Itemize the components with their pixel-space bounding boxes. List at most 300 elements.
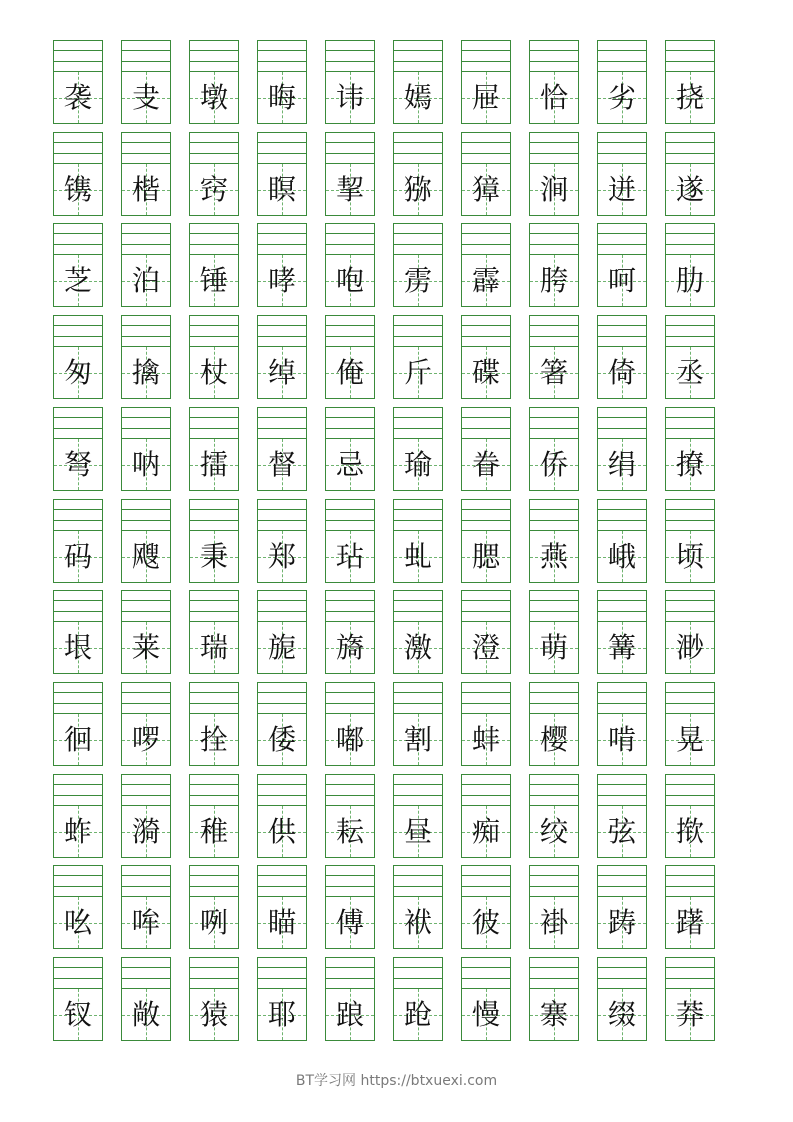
character-cell	[529, 774, 579, 858]
character-cell	[665, 682, 715, 766]
tianzige-box	[394, 72, 442, 123]
character-cell	[257, 774, 307, 858]
hanzi-character: 腮	[471, 539, 500, 573]
pinyin-lines	[462, 316, 510, 347]
character-cell	[461, 132, 511, 216]
pinyin-lines	[394, 41, 442, 72]
character-cell	[189, 315, 239, 399]
character-cell	[665, 40, 715, 124]
tianzige-box	[462, 531, 510, 582]
tianzige-box	[326, 806, 374, 857]
pinyin-lines	[598, 41, 646, 72]
pinyin-lines	[190, 958, 238, 989]
pinyin-lines	[258, 775, 306, 806]
hanzi-character: 慢	[471, 997, 500, 1031]
character-cell	[461, 774, 511, 858]
pinyin-lines	[666, 500, 714, 531]
hanzi-character: 肋	[675, 263, 704, 297]
hanzi-character: 呵	[607, 263, 636, 297]
character-cell	[121, 407, 171, 491]
character-cell	[189, 774, 239, 858]
character-cell	[189, 132, 239, 216]
hanzi-character: 顷	[675, 539, 704, 573]
hanzi-character: 讳	[335, 80, 364, 114]
character-cell	[257, 223, 307, 307]
hanzi-character: 袱	[403, 905, 432, 939]
hanzi-character: 敞	[131, 997, 160, 1031]
character-cell	[53, 132, 103, 216]
character-cell	[121, 499, 171, 583]
pinyin-lines	[258, 866, 306, 897]
character-cell	[461, 499, 511, 583]
pinyin-lines	[326, 41, 374, 72]
character-cell	[257, 132, 307, 216]
tianzige-box	[530, 347, 578, 398]
tianzige-box	[462, 897, 510, 948]
character-cell	[597, 132, 647, 216]
hanzi-character: 渺	[675, 630, 704, 664]
character-cell	[461, 315, 511, 399]
tianzige-box	[54, 164, 102, 215]
pinyin-lines	[54, 133, 102, 164]
pinyin-lines	[54, 591, 102, 622]
hanzi-character: 寨	[539, 997, 568, 1031]
hanzi-character: 吆	[63, 905, 92, 939]
tianzige-box	[122, 531, 170, 582]
character-cell	[529, 957, 579, 1041]
hanzi-character: 绢	[607, 447, 636, 481]
pinyin-lines	[54, 500, 102, 531]
pinyin-lines	[258, 408, 306, 439]
hanzi-character: 昼	[403, 814, 432, 848]
tianzige-box	[666, 347, 714, 398]
tianzige-box	[54, 714, 102, 765]
character-cell	[461, 590, 511, 674]
character-cell	[257, 499, 307, 583]
pinyin-lines	[54, 866, 102, 897]
tianzige-box	[462, 72, 510, 123]
hanzi-character: 篝	[607, 630, 636, 664]
character-cell	[325, 132, 375, 216]
hanzi-character: 侨	[539, 447, 568, 481]
tianzige-box	[190, 531, 238, 582]
pinyin-lines	[394, 133, 442, 164]
tianzige-box	[394, 622, 442, 673]
character-cell	[393, 865, 443, 949]
pinyin-lines	[326, 591, 374, 622]
tianzige-box	[394, 164, 442, 215]
pinyin-lines	[122, 683, 170, 714]
pinyin-lines	[190, 500, 238, 531]
hanzi-character: 镌	[63, 172, 92, 206]
tianzige-box	[598, 439, 646, 490]
character-cell	[325, 774, 375, 858]
pinyin-lines	[326, 866, 374, 897]
hanzi-character: 霹	[471, 263, 500, 297]
pinyin-lines	[122, 316, 170, 347]
pinyin-lines	[122, 133, 170, 164]
hanzi-character: 猿	[199, 997, 228, 1031]
hanzi-character: 啃	[607, 722, 636, 756]
character-cell	[189, 499, 239, 583]
character-cell	[53, 499, 103, 583]
hanzi-character: 袭	[63, 80, 92, 114]
pinyin-lines	[54, 683, 102, 714]
pinyin-lines	[530, 866, 578, 897]
tianzige-box	[54, 806, 102, 857]
character-cell	[325, 223, 375, 307]
footer-watermark: BT学习网 https://btxuexi.com	[295, 1073, 498, 1089]
pinyin-lines	[258, 500, 306, 531]
pinyin-lines	[666, 958, 714, 989]
hanzi-character: 供	[267, 814, 296, 848]
character-cell	[325, 40, 375, 124]
character-cell	[461, 682, 511, 766]
hanzi-character: 锤	[199, 263, 228, 297]
character-cell	[529, 682, 579, 766]
hanzi-character: 痴	[471, 814, 500, 848]
hanzi-character: 呐	[131, 447, 160, 481]
character-cell	[529, 223, 579, 307]
character-cell	[665, 590, 715, 674]
tianzige-box	[598, 622, 646, 673]
character-cell	[325, 407, 375, 491]
hanzi-character: 咆	[335, 263, 364, 297]
pinyin-lines	[462, 133, 510, 164]
tianzige-box	[462, 439, 510, 490]
character-cell	[53, 774, 103, 858]
character-cell	[393, 315, 443, 399]
tianzige-box	[190, 72, 238, 123]
tianzige-box	[122, 72, 170, 123]
character-cell	[665, 223, 715, 307]
pinyin-lines	[326, 958, 374, 989]
tianzige-box	[122, 347, 170, 398]
character-cell	[53, 865, 103, 949]
character-cell	[121, 315, 171, 399]
hanzi-character: 耶	[267, 997, 296, 1031]
tianzige-box	[598, 806, 646, 857]
pinyin-lines	[54, 224, 102, 255]
hanzi-character: 莱	[131, 630, 160, 664]
character-cell	[189, 957, 239, 1041]
tianzige-box	[190, 164, 238, 215]
tianzige-box	[598, 72, 646, 123]
pinyin-lines	[258, 133, 306, 164]
character-cell	[257, 590, 307, 674]
pinyin-lines	[258, 591, 306, 622]
tianzige-box	[54, 347, 102, 398]
hanzi-character: 缀	[607, 997, 636, 1031]
character-cell	[665, 499, 715, 583]
hanzi-character: 芝	[63, 263, 92, 297]
tianzige-box	[530, 164, 578, 215]
pinyin-lines	[258, 224, 306, 255]
tianzige-box	[326, 531, 374, 582]
character-cell	[665, 865, 715, 949]
character-cell	[121, 132, 171, 216]
tianzige-box	[462, 164, 510, 215]
character-practice-grid	[53, 40, 717, 1031]
tianzige-box	[54, 622, 102, 673]
tianzige-box	[666, 806, 714, 857]
pinyin-lines	[394, 683, 442, 714]
hanzi-character: 樱	[539, 722, 568, 756]
character-cell	[325, 865, 375, 949]
character-cell	[325, 499, 375, 583]
character-cell	[597, 774, 647, 858]
hanzi-character: 郑	[267, 539, 296, 573]
hanzi-character: 揿	[675, 814, 704, 848]
hanzi-character: 窍	[199, 172, 228, 206]
pinyin-lines	[462, 224, 510, 255]
character-cell	[121, 590, 171, 674]
pinyin-lines	[530, 133, 578, 164]
hanzi-character: 码	[63, 539, 92, 573]
character-cell	[189, 590, 239, 674]
tianzige-box	[462, 806, 510, 857]
pinyin-lines	[666, 591, 714, 622]
hanzi-character: 绰	[267, 355, 296, 389]
pinyin-lines	[190, 316, 238, 347]
pinyin-lines	[598, 866, 646, 897]
hanzi-character: 擂	[199, 447, 228, 481]
pinyin-lines	[462, 958, 510, 989]
pinyin-lines	[530, 958, 578, 989]
tianzige-box	[394, 897, 442, 948]
tianzige-box	[326, 897, 374, 948]
pinyin-lines	[530, 316, 578, 347]
hanzi-character: 擒	[131, 355, 160, 389]
hanzi-character: 跄	[403, 997, 432, 1031]
hanzi-character: 涧	[539, 172, 568, 206]
character-cell	[53, 315, 103, 399]
tianzige-box	[258, 989, 306, 1040]
tianzige-box	[258, 531, 306, 582]
hanzi-character: 楷	[131, 172, 160, 206]
pinyin-lines	[326, 224, 374, 255]
pinyin-lines	[598, 316, 646, 347]
pinyin-lines	[530, 408, 578, 439]
character-cell	[529, 865, 579, 949]
pinyin-lines	[122, 500, 170, 531]
tianzige-box	[326, 622, 374, 673]
character-cell	[597, 590, 647, 674]
character-cell	[665, 315, 715, 399]
pinyin-lines	[258, 958, 306, 989]
pinyin-lines	[666, 133, 714, 164]
pinyin-lines	[54, 958, 102, 989]
pinyin-lines	[666, 316, 714, 347]
hanzi-character: 燕	[539, 539, 568, 573]
hanzi-character: 叏	[131, 80, 160, 114]
pinyin-lines	[326, 316, 374, 347]
pinyin-lines	[666, 408, 714, 439]
hanzi-character: 哮	[267, 263, 296, 297]
tianzige-box	[190, 622, 238, 673]
character-cell	[529, 407, 579, 491]
hanzi-character: 蚱	[63, 814, 92, 848]
tianzige-box	[394, 714, 442, 765]
tianzige-box	[190, 347, 238, 398]
hanzi-character: 莽	[675, 997, 704, 1031]
tianzige-box	[598, 714, 646, 765]
tianzige-box	[190, 714, 238, 765]
hanzi-character: 蚌	[471, 722, 500, 756]
hanzi-character: 撩	[675, 447, 704, 481]
tianzige-box	[666, 714, 714, 765]
character-cell	[665, 132, 715, 216]
tianzige-box	[598, 164, 646, 215]
tianzige-box	[598, 255, 646, 306]
hanzi-character: 瑞	[199, 630, 228, 664]
tianzige-box	[122, 622, 170, 673]
character-cell	[325, 315, 375, 399]
character-cell	[121, 774, 171, 858]
hanzi-character: 咧	[199, 905, 228, 939]
hanzi-character: 稚	[199, 814, 228, 848]
character-cell	[189, 407, 239, 491]
pinyin-lines	[666, 41, 714, 72]
pinyin-lines	[394, 591, 442, 622]
tianzige-box	[530, 989, 578, 1040]
pinyin-lines	[122, 408, 170, 439]
pinyin-lines	[258, 41, 306, 72]
pinyin-lines	[462, 775, 510, 806]
hanzi-character: 瞄	[267, 905, 296, 939]
hanzi-character: 嘟	[335, 722, 364, 756]
character-cell	[597, 957, 647, 1041]
tianzige-box	[462, 622, 510, 673]
character-cell	[257, 957, 307, 1041]
hanzi-character: 玷	[335, 539, 364, 573]
tianzige-box	[462, 989, 510, 1040]
pinyin-lines	[190, 591, 238, 622]
hanzi-character: 踉	[335, 997, 364, 1031]
pinyin-lines	[190, 41, 238, 72]
pinyin-lines	[190, 224, 238, 255]
pinyin-lines	[326, 408, 374, 439]
tianzige-box	[122, 164, 170, 215]
character-cell	[393, 590, 443, 674]
tianzige-box	[530, 439, 578, 490]
character-cell	[189, 223, 239, 307]
character-cell	[325, 682, 375, 766]
pinyin-lines	[598, 683, 646, 714]
hanzi-character: 督	[267, 447, 296, 481]
character-cell	[393, 682, 443, 766]
pinyin-lines	[462, 41, 510, 72]
pinyin-lines	[666, 775, 714, 806]
tianzige-box	[530, 255, 578, 306]
hanzi-character: 瑜	[403, 447, 432, 481]
character-cell	[461, 40, 511, 124]
tianzige-box	[54, 72, 102, 123]
hanzi-character: 旖	[335, 630, 364, 664]
pinyin-lines	[190, 408, 238, 439]
hanzi-character: 弩	[63, 447, 92, 481]
hanzi-character: 彼	[471, 905, 500, 939]
hanzi-character: 飕	[131, 539, 160, 573]
tianzige-box	[190, 439, 238, 490]
hanzi-character: 屉	[471, 80, 500, 114]
hanzi-character: 嫣	[403, 80, 432, 114]
character-cell	[325, 957, 375, 1041]
pinyin-lines	[54, 775, 102, 806]
character-cell	[393, 499, 443, 583]
pinyin-lines	[394, 408, 442, 439]
character-cell	[257, 315, 307, 399]
tianzige-box	[326, 989, 374, 1040]
character-cell	[393, 774, 443, 858]
tianzige-box	[258, 897, 306, 948]
tianzige-box	[666, 72, 714, 123]
pinyin-lines	[122, 775, 170, 806]
hanzi-character: 褂	[539, 905, 568, 939]
hanzi-character: 匆	[63, 355, 92, 389]
tianzige-box	[530, 622, 578, 673]
pinyin-lines	[598, 224, 646, 255]
tianzige-box	[462, 714, 510, 765]
hanzi-character: 眷	[471, 447, 500, 481]
character-cell	[53, 957, 103, 1041]
hanzi-character: 倭	[267, 722, 296, 756]
pinyin-lines	[530, 683, 578, 714]
character-cell	[257, 865, 307, 949]
hanzi-character: 恰	[539, 80, 568, 114]
character-cell	[121, 957, 171, 1041]
hanzi-character: 漪	[131, 814, 160, 848]
character-cell	[121, 682, 171, 766]
tianzige-box	[394, 989, 442, 1040]
hanzi-character: 秉	[199, 539, 228, 573]
tianzige-box	[258, 347, 306, 398]
pinyin-lines	[462, 500, 510, 531]
pinyin-lines	[666, 683, 714, 714]
pinyin-lines	[598, 408, 646, 439]
tianzige-box	[326, 347, 374, 398]
pinyin-lines	[258, 683, 306, 714]
pinyin-lines	[190, 775, 238, 806]
pinyin-lines	[598, 591, 646, 622]
hanzi-character: 萌	[539, 630, 568, 664]
pinyin-lines	[598, 133, 646, 164]
hanzi-character: 踌	[607, 905, 636, 939]
character-cell	[529, 590, 579, 674]
character-cell	[529, 315, 579, 399]
pinyin-lines	[326, 133, 374, 164]
tianzige-box	[394, 347, 442, 398]
hanzi-character: 绞	[539, 814, 568, 848]
character-cell	[53, 223, 103, 307]
tianzige-box	[530, 897, 578, 948]
character-cell	[189, 40, 239, 124]
character-cell	[665, 957, 715, 1041]
hanzi-character: 劣	[607, 80, 636, 114]
tianzige-box	[258, 622, 306, 673]
tianzige-box	[598, 897, 646, 948]
hanzi-character: 挠	[675, 80, 704, 114]
pinyin-lines	[54, 408, 102, 439]
character-cell	[121, 40, 171, 124]
tianzige-box	[666, 255, 714, 306]
character-cell	[529, 40, 579, 124]
tianzige-box	[326, 714, 374, 765]
tianzige-box	[462, 347, 510, 398]
character-cell	[529, 499, 579, 583]
tianzige-box	[326, 72, 374, 123]
tianzige-box	[666, 531, 714, 582]
